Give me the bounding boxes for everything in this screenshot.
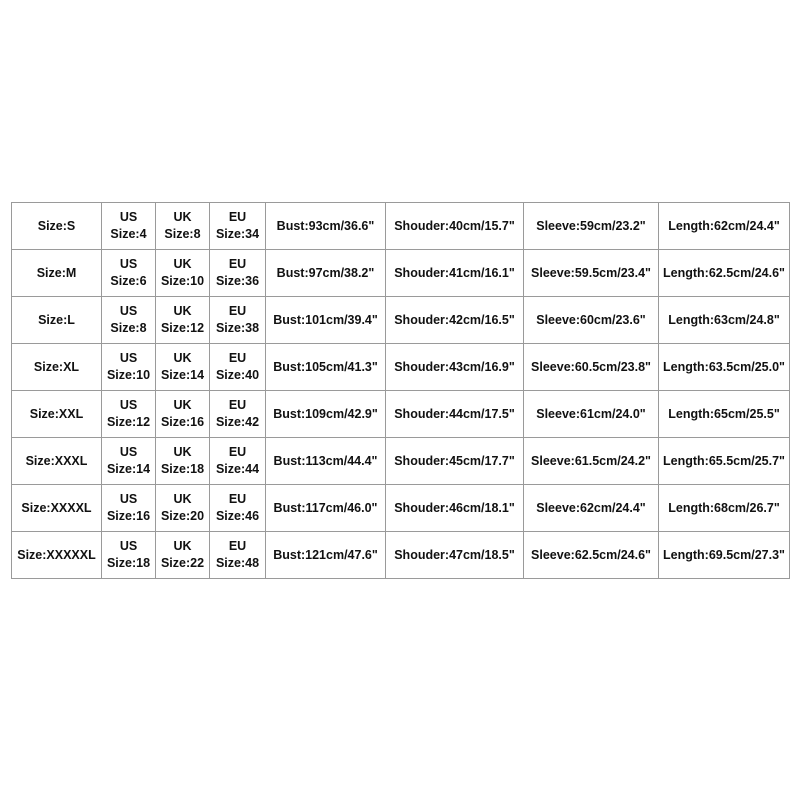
eu-size-value: Size:38 bbox=[215, 321, 260, 335]
uk-size-value: Size:16 bbox=[160, 415, 205, 429]
eu-size-cell bbox=[210, 532, 266, 579]
size-label: Size:L bbox=[38, 312, 75, 327]
bust-value: Bust:109cm/42.9" bbox=[273, 406, 378, 421]
shoulder-value: Shouder:47cm/18.5" bbox=[394, 547, 515, 562]
eu-size-value: Size:40 bbox=[215, 368, 260, 382]
table-row bbox=[12, 344, 790, 391]
size-cell bbox=[12, 297, 102, 344]
uk-size-cell bbox=[156, 344, 210, 391]
eu-label: EU bbox=[228, 351, 247, 365]
bust-cell bbox=[266, 485, 386, 532]
us-size-value: Size:12 bbox=[106, 415, 151, 429]
table-row bbox=[12, 297, 790, 344]
uk-size-value: Size:20 bbox=[160, 509, 205, 523]
size-cell bbox=[12, 203, 102, 250]
shoulder-cell bbox=[386, 391, 524, 438]
sleeve-value: Sleeve:60cm/23.6" bbox=[536, 312, 646, 327]
uk-label: UK bbox=[173, 257, 192, 271]
eu-size-value: Size:48 bbox=[215, 556, 260, 570]
shoulder-cell bbox=[386, 203, 524, 250]
table-row bbox=[12, 485, 790, 532]
shoulder-cell bbox=[386, 485, 524, 532]
us-size-cell bbox=[102, 485, 156, 532]
bust-value: Bust:117cm/46.0" bbox=[273, 500, 378, 515]
uk-size-value: Size:18 bbox=[160, 462, 205, 476]
uk-size-value: Size:8 bbox=[164, 227, 201, 241]
eu-size-value: Size:34 bbox=[215, 227, 260, 241]
shoulder-value: Shouder:41cm/16.1" bbox=[394, 265, 515, 280]
table-row bbox=[12, 250, 790, 297]
uk-size-value: Size:22 bbox=[160, 556, 205, 570]
eu-size-cell bbox=[210, 438, 266, 485]
uk-size-cell bbox=[156, 203, 210, 250]
sleeve-value: Sleeve:61.5cm/24.2" bbox=[531, 453, 651, 468]
bust-value: Bust:93cm/36.6" bbox=[276, 218, 375, 233]
eu-size-value: Size:36 bbox=[215, 274, 260, 288]
eu-size-value: Size:44 bbox=[215, 462, 260, 476]
size-cell bbox=[12, 438, 102, 485]
us-size-value: Size:8 bbox=[110, 321, 147, 335]
size-chart-table bbox=[11, 202, 790, 579]
eu-size-cell bbox=[210, 391, 266, 438]
eu-size-cell bbox=[210, 485, 266, 532]
bust-value: Bust:121cm/47.6" bbox=[273, 547, 378, 562]
sleeve-cell bbox=[524, 203, 659, 250]
us-size-value: Size:4 bbox=[110, 227, 147, 241]
length-cell bbox=[659, 250, 790, 297]
eu-size-cell bbox=[210, 297, 266, 344]
us-size-cell bbox=[102, 344, 156, 391]
bust-value: Bust:113cm/44.4" bbox=[273, 453, 378, 468]
shoulder-value: Shouder:43cm/16.9" bbox=[394, 359, 515, 374]
eu-label: EU bbox=[228, 539, 247, 553]
length-cell bbox=[659, 485, 790, 532]
length-value: Length:63.5cm/25.0" bbox=[663, 359, 785, 374]
length-value: Length:63cm/24.8" bbox=[668, 312, 780, 327]
eu-size-cell bbox=[210, 203, 266, 250]
us-size-cell bbox=[102, 297, 156, 344]
uk-size-value: Size:10 bbox=[160, 274, 205, 288]
shoulder-cell bbox=[386, 250, 524, 297]
us-label: US bbox=[119, 304, 138, 318]
eu-label: EU bbox=[228, 398, 247, 412]
eu-size-cell bbox=[210, 250, 266, 297]
us-size-cell bbox=[102, 203, 156, 250]
uk-label: UK bbox=[173, 445, 192, 459]
us-label: US bbox=[119, 445, 138, 459]
shoulder-cell bbox=[386, 532, 524, 579]
size-label: Size:M bbox=[36, 265, 77, 280]
sleeve-cell bbox=[524, 485, 659, 532]
eu-label: EU bbox=[228, 445, 247, 459]
length-cell bbox=[659, 438, 790, 485]
size-label: Size:S bbox=[37, 218, 76, 233]
us-size-cell bbox=[102, 438, 156, 485]
size-label: Size:XXXXXL bbox=[17, 547, 96, 562]
uk-size-cell bbox=[156, 485, 210, 532]
uk-size-cell bbox=[156, 532, 210, 579]
eu-label: EU bbox=[228, 304, 247, 318]
us-size-value: Size:18 bbox=[106, 556, 151, 570]
length-value: Length:62.5cm/24.6" bbox=[663, 265, 785, 280]
bust-cell bbox=[266, 391, 386, 438]
eu-label: EU bbox=[228, 210, 247, 224]
uk-label: UK bbox=[173, 351, 192, 365]
size-cell bbox=[12, 344, 102, 391]
sleeve-cell bbox=[524, 297, 659, 344]
uk-size-value: Size:12 bbox=[160, 321, 205, 335]
table-row bbox=[12, 203, 790, 250]
shoulder-cell bbox=[386, 438, 524, 485]
bust-cell bbox=[266, 250, 386, 297]
table-row bbox=[12, 438, 790, 485]
sleeve-cell bbox=[524, 438, 659, 485]
bust-cell bbox=[266, 438, 386, 485]
uk-size-cell bbox=[156, 297, 210, 344]
us-size-value: Size:14 bbox=[106, 462, 151, 476]
shoulder-value: Shouder:46cm/18.1" bbox=[394, 500, 515, 515]
table-row bbox=[12, 391, 790, 438]
size-chart-body bbox=[12, 203, 790, 579]
shoulder-value: Shouder:40cm/15.7" bbox=[394, 218, 515, 233]
eu-size-value: Size:46 bbox=[215, 509, 260, 523]
size-cell bbox=[12, 391, 102, 438]
sleeve-cell bbox=[524, 344, 659, 391]
length-cell bbox=[659, 391, 790, 438]
eu-size-cell bbox=[210, 344, 266, 391]
length-value: Length:69.5cm/27.3" bbox=[663, 547, 785, 562]
shoulder-cell bbox=[386, 297, 524, 344]
length-value: Length:62cm/24.4" bbox=[668, 218, 780, 233]
shoulder-cell bbox=[386, 344, 524, 391]
sleeve-value: Sleeve:60.5cm/23.8" bbox=[531, 359, 651, 374]
shoulder-value: Shouder:45cm/17.7" bbox=[394, 453, 515, 468]
size-label: Size:XL bbox=[33, 359, 80, 374]
us-size-value: Size:6 bbox=[110, 274, 147, 288]
length-cell bbox=[659, 203, 790, 250]
uk-size-cell bbox=[156, 250, 210, 297]
uk-size-value: Size:14 bbox=[160, 368, 205, 382]
bust-value: Bust:97cm/38.2" bbox=[276, 265, 375, 280]
length-cell bbox=[659, 297, 790, 344]
size-cell bbox=[12, 485, 102, 532]
eu-size-value: Size:42 bbox=[215, 415, 260, 429]
bust-cell bbox=[266, 344, 386, 391]
eu-label: EU bbox=[228, 257, 247, 271]
bust-value: Bust:101cm/39.4" bbox=[273, 312, 378, 327]
us-label: US bbox=[119, 539, 138, 553]
us-size-cell bbox=[102, 250, 156, 297]
sleeve-value: Sleeve:61cm/24.0" bbox=[536, 406, 646, 421]
eu-label: EU bbox=[228, 492, 247, 506]
us-label: US bbox=[119, 492, 138, 506]
sleeve-value: Sleeve:62cm/24.4" bbox=[536, 500, 646, 515]
us-size-value: Size:16 bbox=[106, 509, 151, 523]
sleeve-cell bbox=[524, 250, 659, 297]
us-label: US bbox=[119, 398, 138, 412]
bust-cell bbox=[266, 297, 386, 344]
sleeve-cell bbox=[524, 532, 659, 579]
size-cell bbox=[12, 250, 102, 297]
us-label: US bbox=[119, 210, 138, 224]
size-label: Size:XXXL bbox=[25, 453, 88, 468]
uk-label: UK bbox=[173, 539, 192, 553]
sleeve-value: Sleeve:62.5cm/24.6" bbox=[531, 547, 651, 562]
us-size-value: Size:10 bbox=[106, 368, 151, 382]
sleeve-cell bbox=[524, 391, 659, 438]
sleeve-value: Sleeve:59.5cm/23.4" bbox=[531, 265, 651, 280]
shoulder-value: Shouder:44cm/17.5" bbox=[394, 406, 515, 421]
length-value: Length:65.5cm/25.7" bbox=[663, 453, 785, 468]
uk-label: UK bbox=[173, 398, 192, 412]
shoulder-value: Shouder:42cm/16.5" bbox=[394, 312, 515, 327]
bust-cell bbox=[266, 532, 386, 579]
length-value: Length:68cm/26.7" bbox=[668, 500, 780, 515]
us-size-cell bbox=[102, 391, 156, 438]
length-value: Length:65cm/25.5" bbox=[668, 406, 780, 421]
uk-size-cell bbox=[156, 391, 210, 438]
length-cell bbox=[659, 532, 790, 579]
size-label: Size:XXL bbox=[29, 406, 84, 421]
us-label: US bbox=[119, 351, 138, 365]
size-cell bbox=[12, 532, 102, 579]
bust-cell bbox=[266, 203, 386, 250]
uk-label: UK bbox=[173, 304, 192, 318]
uk-size-cell bbox=[156, 438, 210, 485]
us-label: US bbox=[119, 257, 138, 271]
uk-label: UK bbox=[173, 492, 192, 506]
table-row bbox=[12, 532, 790, 579]
size-label: Size:XXXXL bbox=[21, 500, 92, 515]
uk-label: UK bbox=[173, 210, 192, 224]
us-size-cell bbox=[102, 532, 156, 579]
bust-value: Bust:105cm/41.3" bbox=[273, 359, 378, 374]
length-cell bbox=[659, 344, 790, 391]
sleeve-value: Sleeve:59cm/23.2" bbox=[536, 218, 646, 233]
